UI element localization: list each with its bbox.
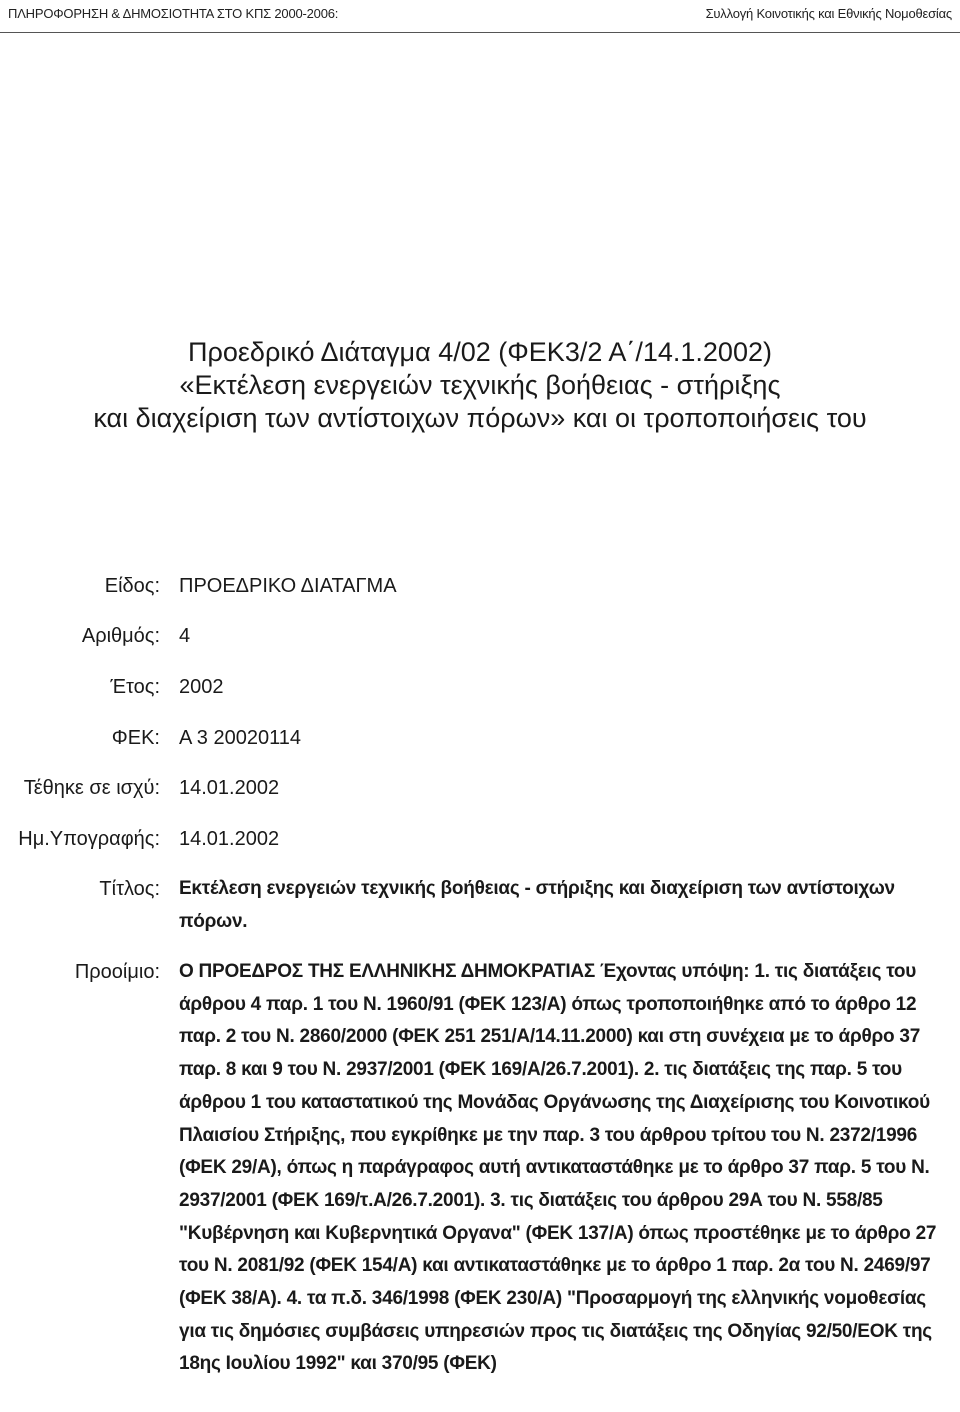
title-line-3: και διαχείριση των αντίστοιχων πόρων» και οι τροποποιήσεις του bbox=[93, 403, 867, 433]
title-line-1: Προεδρικό Διάταγμα 4/02 (ΦΕΚ3/2 Α΄/14.1.2002) bbox=[188, 337, 772, 367]
fek-label: ΦΕΚ: bbox=[111, 727, 160, 749]
document-title bbox=[0, 336, 960, 435]
number-label: Αριθμός: bbox=[81, 625, 160, 647]
signed-value: 14.01.2002 bbox=[179, 828, 280, 850]
title-label: Τίτλος: bbox=[99, 878, 160, 900]
kind-label: Είδος: bbox=[104, 575, 160, 597]
effective-label: Τέθηκε σε ισχύ: bbox=[23, 777, 160, 799]
signed-label: Ημ.Υπογραφής: bbox=[18, 828, 160, 850]
preamble-label: Προοίμιο: bbox=[74, 961, 160, 983]
kind-value: ΠΡΟΕΔΡΙΚΟ ΔΙΑΤΑΓΜΑ bbox=[179, 575, 397, 597]
page-header bbox=[0, 0, 960, 34]
number-value: 4 bbox=[179, 625, 191, 647]
header-left-text: ΠΛΗΡΟΦΟΡΗΣΗ & ΔΗΜΟΣΙΟΤΗΤΑ ΣΤΟ ΚΠΣ 2000-2006: bbox=[8, 6, 339, 21]
header-right-text: Συλλογή Κοινοτικής και Εθνικής Νομοθεσίας bbox=[705, 6, 952, 21]
title-line-2: «Εκτέλεση ενεργειών τεχνικής βοήθειας - στήριξης bbox=[179, 370, 781, 400]
fek-value: Α 3 20020114 bbox=[179, 727, 301, 749]
effective-value: 14.01.2002 bbox=[179, 777, 280, 799]
year-value: 2002 bbox=[179, 676, 224, 698]
header-divider bbox=[0, 32, 960, 33]
year-label: Έτος: bbox=[110, 676, 160, 698]
preamble-value: Ο ΠΡΟΕΔΡΟΣ ΤΗΣ ΕΛΛΗΝΙΚΗΣ ΔΗΜΟΚΡΑΤΙΑΣ Έχοντας υπόψη: 1. τις διατάξεις του άρθρου 4 παρ. 1 του Ν. 1960/91 (ΦΕΚ 123/Α) όπως τροποποιήθηκε από το άρθρο 12 παρ. 2 του Ν. 2860/2000 (ΦΕΚ 251 251/Α/14.11.2000) και στη συνέχεια με το άρθρο 37 παρ. 8 και 9 του Ν. 2937/2001 (ΦΕΚ 169/Α/26.7.2001). 2. τις διατάξεις της παρ. 5 του άρθρου 1 του καταστατικού της Μονάδας Οργάνωσης της Διαχείρισης του Κοινοτικού Πλαισίου Στήριξης, που εγκρίθηκε με την παρ. 3 του άρθρου τρίτου του Ν. 2372/1996 (ΦΕΚ 29/Α), όπως η παράγραφος αυτή αντικαταστάθηκε με το άρθρο 37 παρ. 5 του Ν. 2937/2001 (ΦΕΚ 169/τ.Α/26.7.2001). 3. τις διατάξεις του άρθρου 29Α του Ν. 558/85 "Κυβέρνηση και Κυβερνητικά Οργανα" (ΦΕΚ 137/Α) όπως προστέθηκε με το άρθρο 27 του Ν. 2081/92 (ΦΕΚ 154/Α) και αντικαταστάθηκε με το άρθρο 1 παρ. 2α του Ν. 2469/97 (ΦΕΚ 38/Α). 4. τα π.δ. 346/1998 (ΦΕΚ 230/Α) "Προσαρμογή της ελληνικής νομοθεσίας για τις δημόσιες συμβάσεις υπηρεσιών προς τις διατάξεις της Οδηγίας 92/50/ΕΟΚ της 18ης Ιουλίου 1992" και 370/95 (ΦΕΚ) bbox=[179, 961, 937, 1375]
title-value: Εκτέλεση ενεργειών τεχνικής βοήθειας - στήριξης και διαχείριση των αντίστοιχων πόρων. bbox=[179, 878, 895, 932]
